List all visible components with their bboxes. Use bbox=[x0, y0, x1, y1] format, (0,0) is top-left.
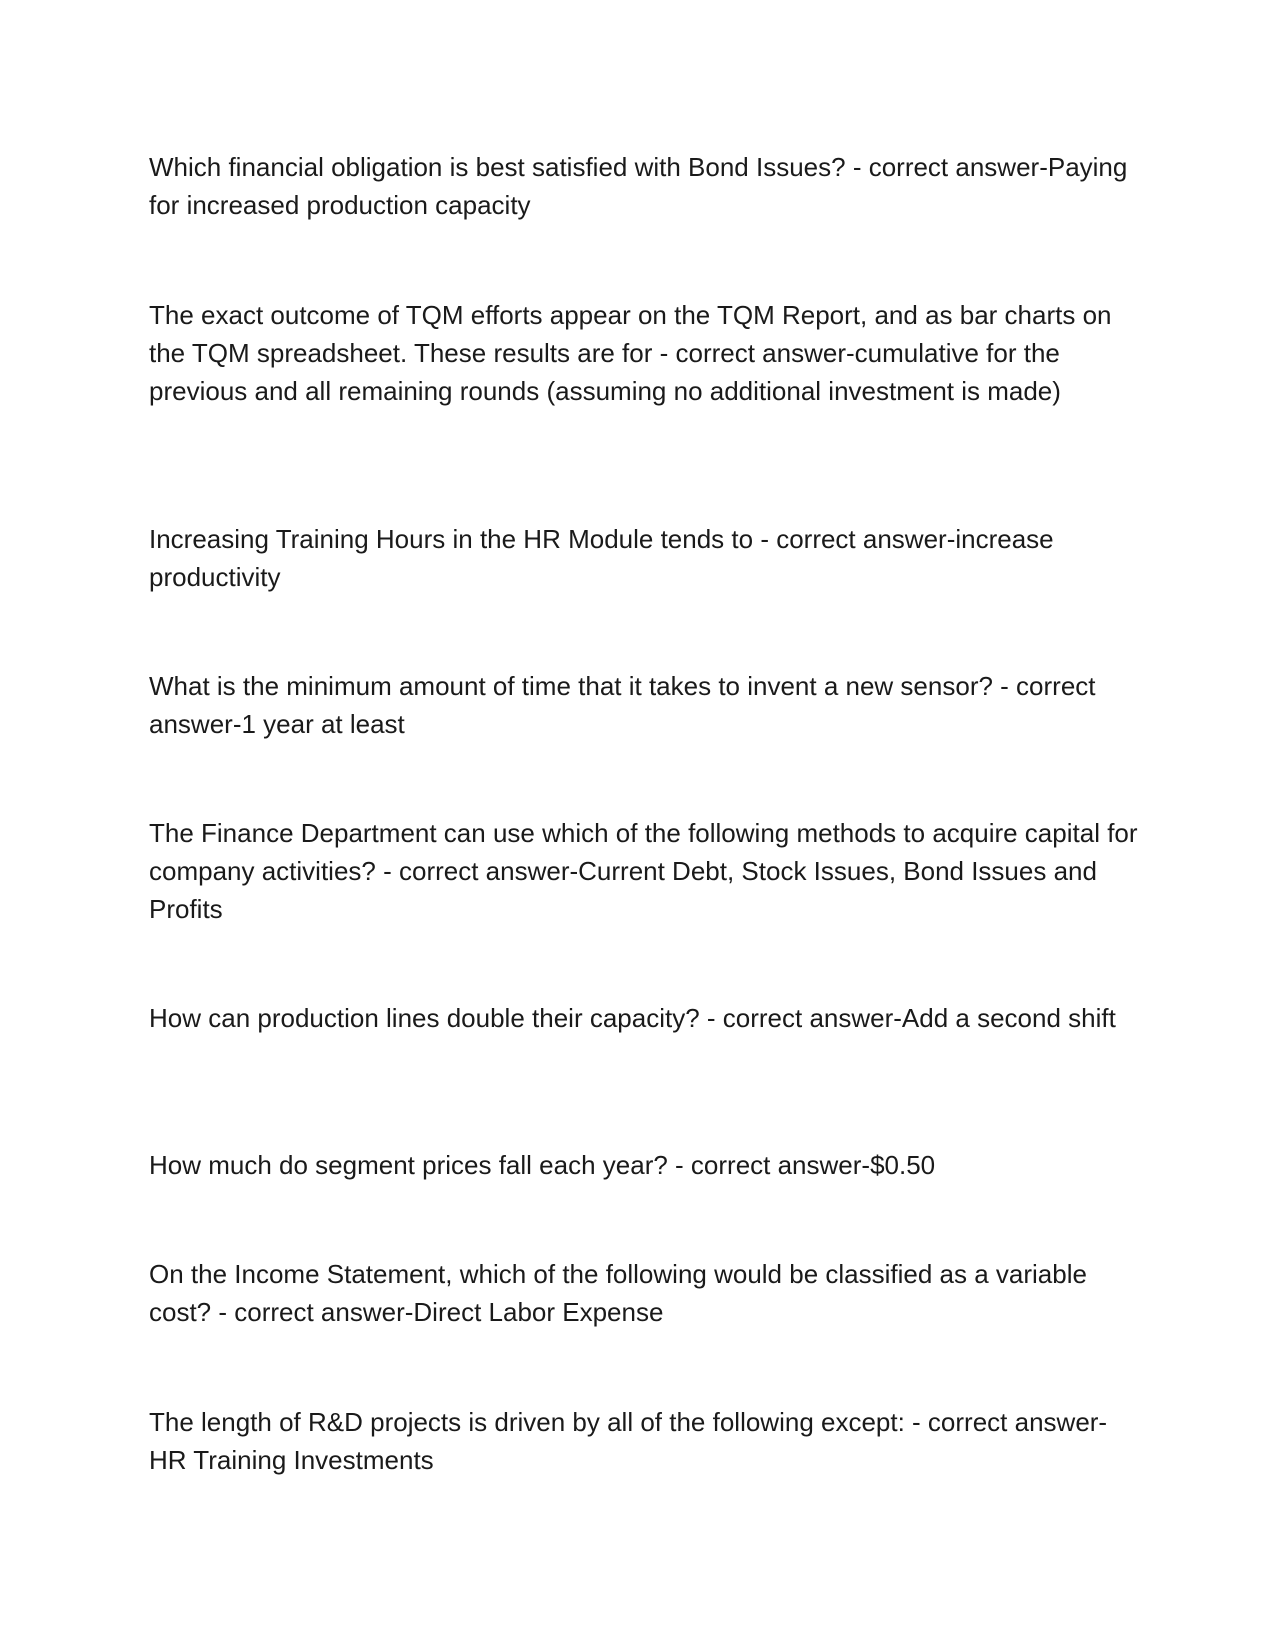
qa-item-bond-issues: Which financial obligation is best satisfied with Bond Issues? - correct answer-Paying for increased production capacity bbox=[149, 152, 1128, 220]
qa-item-variable-cost: On the Income Statement, which of the following would be classified as a variable cost? - correct answer-Direct Labor Expense bbox=[149, 1259, 1087, 1327]
qa-item-sensor-time: What is the minimum amount of time that it takes to invent a new sensor? - correct answer-1 year at least bbox=[149, 671, 1096, 739]
qa-item-training-hours: Increasing Training Hours in the HR Module tends to - correct answer-increase productivity bbox=[149, 524, 1054, 592]
qa-item-finance-capital: The Finance Department can use which of the following methods to acquire capital for company activities? - correct answer-Current Debt, Stock Issues, Bond Issues and Profits bbox=[149, 818, 1138, 924]
qa-item-rd-length: The length of R&D projects is driven by all of the following except: - correct answer-HR Training Investments bbox=[149, 1407, 1108, 1475]
qa-item-production-capacity: How can production lines double their capacity? - correct answer-Add a second shift bbox=[149, 1003, 1116, 1033]
qa-item-segment-prices: How much do segment prices fall each year? - correct answer-$0.50 bbox=[149, 1150, 936, 1180]
qa-item-tqm-outcome: The exact outcome of TQM efforts appear on the TQM Report, and as bar charts on the TQM spreadsheet. These results are for - correct answer-cumulative for the previous and all remaining rounds (assuming no additional investment is made) bbox=[149, 300, 1112, 406]
